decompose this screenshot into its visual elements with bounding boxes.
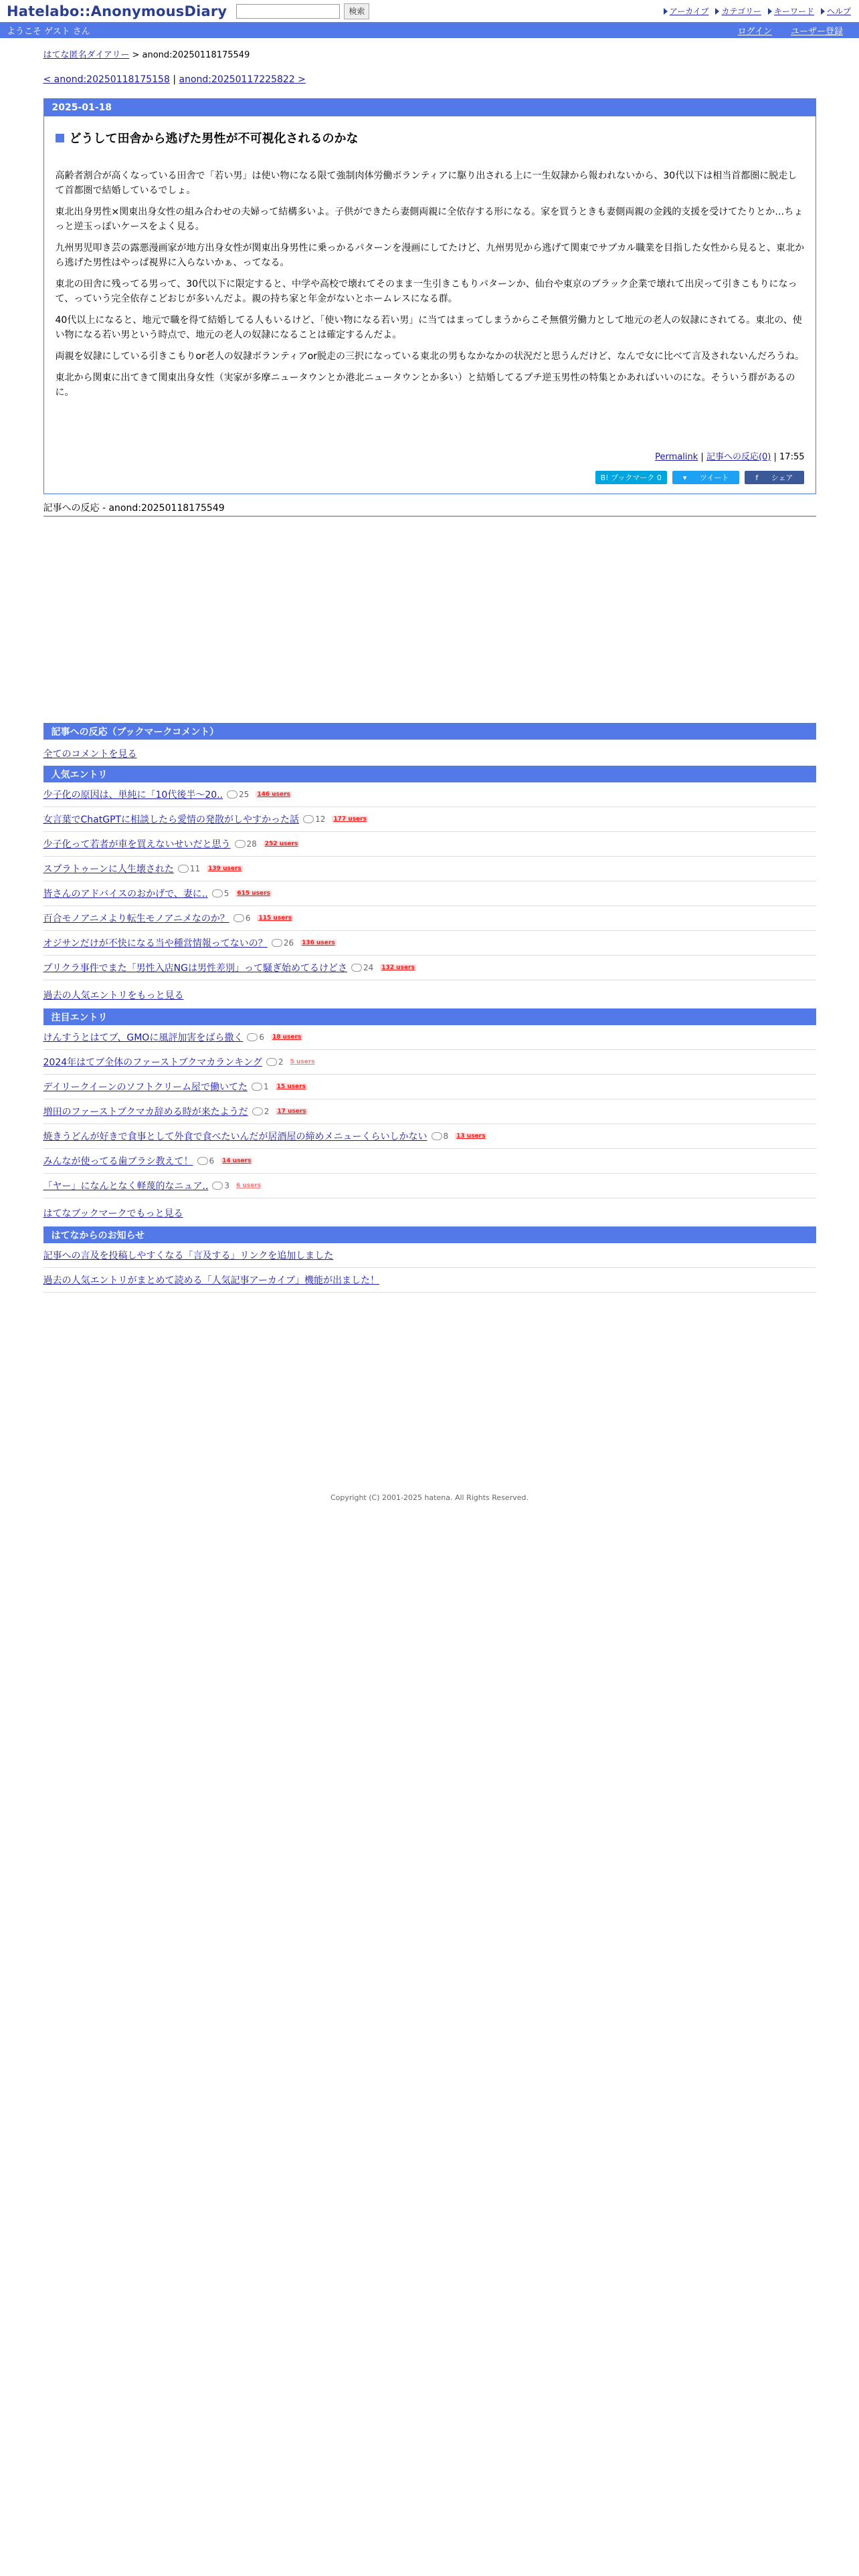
entry-body — [44, 146, 816, 400]
comment-bubble-icon — [351, 964, 362, 972]
featured-list — [43, 1025, 816, 1198]
search-button[interactable]: 検索 — [344, 3, 369, 19]
users-badge[interactable]: 252 users — [264, 841, 298, 847]
users-badge[interactable]: 139 users — [208, 865, 242, 872]
users-badge[interactable]: 13 users — [456, 1133, 486, 1140]
entry-link[interactable]: 焼きうどんが好きで食事として外食で食べたいんだが居酒屋の締めメニューくらいしかない — [43, 1132, 427, 1142]
entry-paragraph: 40代以上になると、地元で職を得て結婚してる人もいるけど、「使い物になる若い男」に当てはまってしまうからこそ無償労働力として地元の老人の奴隷にされてる。東北の、使い物になる若い男という時点で、地元の老人の奴隷になることは確定するんだよ。 — [55, 315, 802, 340]
users-badge[interactable]: 115 users — [258, 915, 292, 922]
prev-next-nav: < anond:20250118175158 | anond:20250117225822 > — [43, 74, 306, 85]
all-comments-link[interactable]: 全てのコメントを見る — [43, 749, 137, 760]
entry-paragraph: 高齢者割合が高くなっている田舎で「若い男」は使い物になる限て強制肉体労働ボランティアに駆り出される上に一生奴隷から報われないから、30代以下は相当首都圏に脱走して首都圏で結婚しているでしょ。 — [55, 171, 797, 196]
comment-bubble-icon — [266, 1058, 277, 1066]
entry-link[interactable]: プリクラ事件でまた「男性入店NGは男性差別」って騒ぎ始めてるけどさ — [43, 963, 347, 974]
users-badge[interactable]: 136 users — [302, 940, 335, 946]
more-popular-link[interactable]: 過去の人気エントリをもっと見る — [43, 990, 184, 1001]
site-logo[interactable]: Hatelabo::AnonymousDiary — [7, 3, 227, 19]
entry-paragraph: 両親を奴隷にしている引きこもりor老人の奴隷ボランティアor脱走の三択になっている東北の男もなかなかの状況だと思うんだけど、なんで女に比べて言及されないんだろうね。 — [55, 351, 805, 362]
notice-item — [43, 1268, 816, 1293]
entry-link[interactable]: 2024年はてブ全体のファーストブクマカランキング — [43, 1057, 262, 1068]
entry-link[interactable]: 百合モノアニメより転生モノアニメなのか？ — [43, 914, 229, 924]
entry-paragraph: 東北の田舎に残ってる男って、30代以下に限定すると、中学や高校で壊れてそのまま一生引きこもりパターンか、仙台や東京のブラック企業で壊れて出戻って引きこもりになって、っていう完全依存こどおじが多いんだよ。親の持ち家と年金がないとホームレスになる群。 — [55, 279, 797, 304]
comment-bubble-icon — [247, 1033, 258, 1041]
list-item: みんなが使ってる歯ブラシ教えて！ 6 14 users — [43, 1149, 816, 1174]
list-item: 増田のファーストブクマカ辞める時が来たようだ 2 17 users — [43, 1099, 816, 1124]
bird-icon: ▾ — [682, 473, 689, 482]
entry-paragraph: 九州男児叩き芸の露悪漫画家が地方出身女性が関東出身男性に乗っかるパターンを漫画にしてたけど、九州男児から逃げて関東でサブカル職業を目指した女性から見ると、東北から逃げた男性はやっぱ視界に入らないかぁ、ってなる。 — [55, 243, 805, 268]
tweet-button[interactable]: ▾ ツイート — [672, 471, 739, 484]
notice-heading: はてなからのお知らせ — [43, 1226, 816, 1243]
breadcrumb-current: anond:20250118175549 — [142, 50, 250, 60]
nav-keyword[interactable]: キーワード — [768, 5, 814, 17]
facebook-icon: f — [755, 473, 761, 482]
register-link[interactable]: ユーザー登録 — [790, 26, 843, 37]
list-item: スプラトゥーンに人生壊された 11 139 users — [43, 857, 816, 881]
list-item: デイリークイーンのソフトクリーム屋で働いてた 1 15 users — [43, 1075, 816, 1099]
login-link[interactable]: ログイン — [737, 26, 772, 37]
users-badge[interactable]: 5 users — [290, 1059, 315, 1065]
entry-meta: Permalink | 記事への反応(0) | 17:55 — [655, 452, 805, 462]
prev-entry-link[interactable]: < anond:20250118175158 — [43, 74, 170, 85]
comment-bubble-icon — [212, 1182, 223, 1190]
comment-bubble-icon — [178, 865, 189, 873]
search-input[interactable] — [236, 4, 340, 19]
triangle-icon — [715, 8, 719, 15]
entry-link[interactable]: 少子化の原因は、単純に「10代後半〜20.. — [43, 790, 223, 800]
entry-link[interactable]: 増田のファーストブクマカ辞める時が来たようだ — [43, 1107, 248, 1117]
entry-title: どうして田舎から逃げた男性が不可視化されるのかな — [56, 130, 816, 146]
entry-paragraph: 東北から関東に出てきて関東出身女性（実家が多摩ニュータウンとか港北ニュータウンとか多い）と結婚してるプチ逆玉男性の特集とかあればいいのにな。そういう群があるのに。 — [55, 372, 795, 398]
users-badge[interactable]: 615 users — [237, 890, 270, 897]
entry-link[interactable]: 「ヤー」になんとなく軽蔑的なニュア.. — [43, 1181, 209, 1192]
popular-list — [43, 782, 816, 980]
list-item: 百合モノアニメより転生モノアニメなのか？ 6 115 users — [43, 906, 816, 931]
triangle-icon — [768, 8, 772, 15]
users-badge[interactable]: 17 users — [277, 1108, 306, 1115]
main-content — [43, 38, 816, 1502]
comment-bubble-icon — [197, 1157, 208, 1165]
users-badge[interactable]: 177 users — [333, 816, 367, 823]
triangle-icon — [821, 8, 825, 15]
day-date: 2025-01-18 — [44, 99, 816, 116]
comment-bubble-icon — [252, 1083, 262, 1091]
entry-link[interactable]: オジサンだけが不快になる当や種営情報ってないの？ — [43, 938, 268, 949]
share-buttons — [44, 463, 816, 494]
comment-bubble-icon — [233, 914, 244, 922]
hatena-bookmark-button[interactable]: B! ブックマーク 0 — [595, 471, 667, 484]
list-item: 女言葉でChatGPTに相談したら愛情の発散がしやすかった話 12 177 users — [43, 807, 816, 832]
notice-link[interactable]: 過去の人気エントリがまとめて読める「人気記事アーカイブ」機能が出ました！ — [43, 1275, 379, 1286]
welcome-text: ようこそ ゲスト さん — [7, 26, 90, 37]
square-bullet-icon — [56, 134, 64, 142]
list-item: 少子化の原因は、単純に「10代後半〜20.. 25 146 users — [43, 782, 816, 807]
users-badge[interactable]: 15 users — [276, 1083, 306, 1090]
nav-archive[interactable]: アーカイブ — [664, 5, 709, 17]
nav-help[interactable]: ヘルプ — [821, 5, 851, 17]
notice-link[interactable]: 記事への言及を投稿しやすくなる「言及する」リンクを追加しました — [43, 1251, 334, 1261]
list-item: 「ヤー」になんとなく軽蔑的なニュア.. 3 6 users — [43, 1174, 816, 1198]
list-item: 2024年はてブ全体のファーストブクマカランキング 2 5 users — [43, 1050, 816, 1075]
welcome-bar — [0, 22, 859, 38]
breadcrumb: はてな匿名ダイアリー > anond:20250118175549 — [43, 50, 250, 60]
top-nav — [664, 5, 852, 17]
more-bookmark-link[interactable]: はてなブックマークでもっと見る — [43, 1208, 183, 1219]
next-entry-link[interactable]: anond:20250117225822 > — [179, 74, 306, 85]
entry-link[interactable]: デイリークイーンのソフトクリーム屋で働いてた — [43, 1082, 248, 1093]
entry-link[interactable]: みんなが使ってる歯ブラシ教えて！ — [43, 1156, 193, 1167]
users-badge[interactable]: 146 users — [257, 791, 290, 798]
triangle-icon — [664, 8, 668, 15]
facebook-share-button[interactable]: f シェア — [745, 471, 803, 484]
bookmark-comments-heading: 記事への反応（ブックマークコメント） — [43, 723, 816, 740]
featured-heading: 注目エントリ — [43, 1008, 816, 1025]
entry-link[interactable]: けんすうとはてブ、GMOに風評加害をばら撒く — [43, 1033, 244, 1043]
reactions-heading: 記事への反応 - anond:20250118175549 — [43, 501, 816, 517]
comment-bubble-icon — [235, 840, 246, 848]
users-badge[interactable]: 132 users — [381, 964, 415, 971]
entry-link[interactable]: 少子化って若者が車を買えないせいだと思う — [43, 839, 231, 850]
list-item: 皆さんのアドバイスのおかげで、妻に.. 5 615 users — [43, 881, 816, 906]
entry-link[interactable]: スプラトゥーンに人生壊された — [43, 864, 174, 875]
list-item: オジサンだけが不快になる当や種営情報ってないの？ 26 136 users — [43, 931, 816, 956]
entry-time: 17:55 — [779, 452, 805, 462]
comment-bubble-icon — [272, 939, 282, 947]
ad-space — [43, 517, 816, 723]
users-badge[interactable]: 18 users — [272, 1034, 302, 1041]
search-form — [236, 3, 369, 19]
copyright: Copyright (C) 2001-2025 hatena. All Rights Reserved. — [330, 1493, 529, 1502]
notice-item — [43, 1243, 816, 1268]
entry-link[interactable]: 皆さんのアドバイスのおかげで、妻に.. — [43, 889, 208, 899]
list-item: けんすうとはてブ、GMOに風評加害をばら撒く 6 18 users — [43, 1025, 816, 1050]
entry-paragraph: 東北出身男性×関東出身女性の組み合わせの夫婦って結構多いよ。子供ができたら妻側両親に全依存する形になる。家を買うときも妻側両親の金銭的支援を受けてたりとか…ちょっと逆玉っぽいケースをよく見る。 — [55, 207, 803, 232]
popular-heading: 人気エントリ — [43, 766, 816, 782]
comment-bubble-icon — [212, 889, 223, 897]
list-item: プリクラ事件でまた「男性入店NGは男性差別」って騒ぎ始めてるけどさ 24 132 users — [43, 956, 816, 980]
comment-bubble-icon — [303, 815, 314, 823]
list-item: 焼きうどんが好きで食事として外食で食べたいんだが居酒屋の締めメニューくらいしかない 8 13 users — [43, 1124, 816, 1149]
users-badge[interactable]: 6 users — [236, 1182, 262, 1189]
comment-bubble-icon — [432, 1132, 442, 1140]
permalink-link[interactable]: Permalink — [655, 452, 698, 462]
breadcrumb-home[interactable]: はてな匿名ダイアリー — [43, 50, 130, 60]
comment-bubble-icon — [227, 790, 237, 798]
users-badge[interactable]: 14 users — [222, 1158, 252, 1164]
entry-link[interactable]: 女言葉でChatGPTに相談したら愛情の発散がしやすかった話 — [43, 815, 300, 825]
top-bar — [0, 0, 859, 22]
nav-category[interactable]: カテゴリー — [715, 5, 761, 17]
list-item: 少子化って若者が車を買えないせいだと思う 28 252 users — [43, 832, 816, 857]
reactions-link[interactable]: 記事への反応(0) — [706, 452, 771, 462]
comment-bubble-icon — [252, 1107, 263, 1115]
day-section — [43, 98, 816, 494]
